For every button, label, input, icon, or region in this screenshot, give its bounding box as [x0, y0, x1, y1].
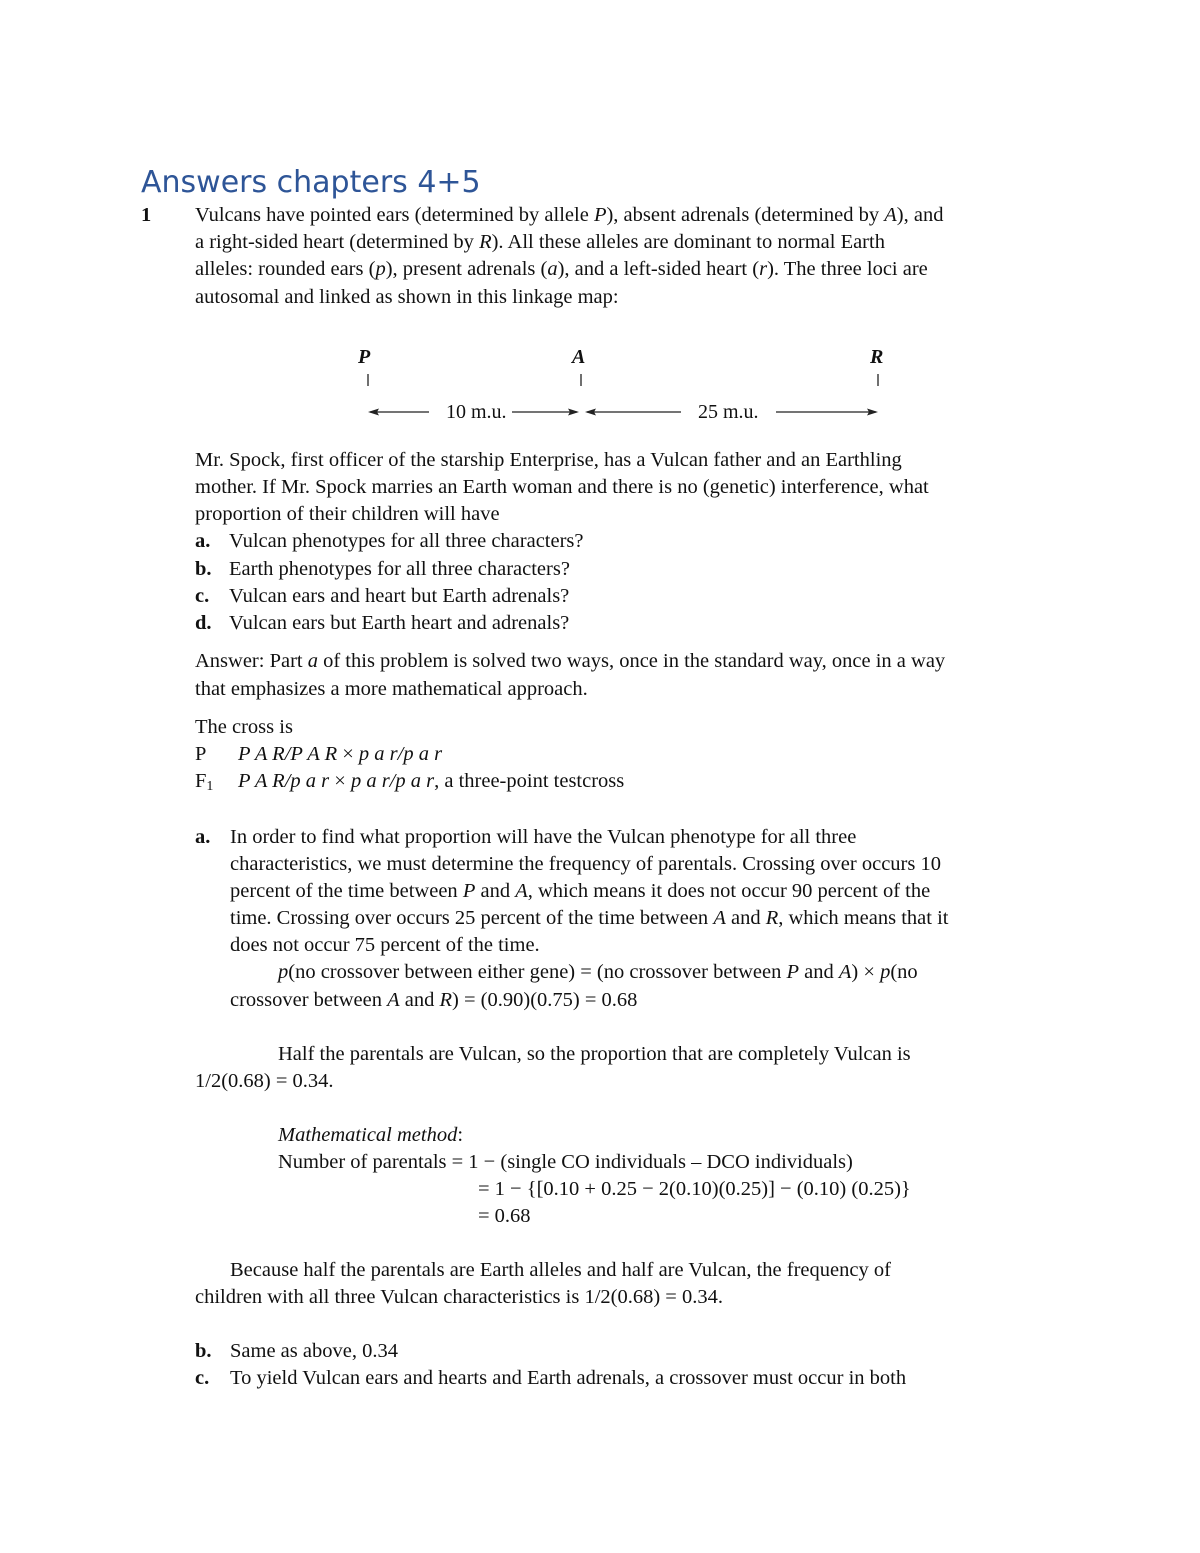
question-item — [195, 583, 569, 610]
italic-symbol: p — [880, 961, 891, 983]
math-method-heading: Mathematical method: — [278, 1124, 464, 1146]
question-label: a. — [195, 530, 211, 552]
answer-line: Answer: Part a of this problem is solved two ways, once in the standard way, once in a way — [195, 650, 946, 672]
part-a-line: does not occur 75 percent of the time. — [230, 934, 540, 956]
locus-label: P — [358, 346, 371, 368]
question-label: c. — [195, 585, 210, 607]
part-label: b. — [195, 1340, 212, 1362]
cross-f1-label: $F_1$ — [195, 770, 214, 794]
italic-symbol: R — [479, 231, 492, 253]
question-item — [195, 556, 570, 583]
part-a-line: In order to find what proportion will have the Vulcan phenotype for all three — [230, 826, 857, 848]
intro-line: alleles: rounded ears (p), present adrenals (a), and a left-sided heart (r). The three loci are — [195, 258, 928, 280]
part-a-line: characteristics, we must determine the frequency of parentals. Crossing over occurs 10 — [230, 853, 941, 875]
italic-symbol: r — [759, 258, 768, 280]
intro-line: autosomal and linked as shown in this linkage map: — [195, 286, 619, 308]
story-line: mother. If Mr. Spock marries an Earth woman and there is no (genetic) interference, what — [195, 476, 929, 498]
italic-symbol: A — [713, 907, 726, 929]
italic-symbol: p a r/p a r — [358, 743, 443, 765]
part-c-text: To yield Vulcan ears and hearts and Earth adrenals, a crossover must occur in both — [230, 1367, 907, 1389]
math-line: = 1 − {[0.10 + 0.25 − 2(0.10)(0.25)] − (0.10) (0.25)} — [478, 1178, 911, 1200]
italic-symbol: R — [439, 989, 453, 1011]
part-a-line: percent of the time between P and A, which means it does not occur 90 percent of the — [230, 880, 931, 902]
italic-symbol: P — [462, 880, 476, 902]
italic-symbol: p — [375, 258, 386, 280]
question-text: Earth phenotypes for all three characters? — [229, 558, 570, 580]
italic-symbol: p — [278, 961, 289, 983]
locus-label: R — [870, 346, 884, 368]
because-line: Because half the parentals are Earth alleles and half are Vulcan, the frequency of — [230, 1259, 891, 1281]
part-label: a. — [195, 826, 211, 848]
probability-line: p(no crossover between either gene) = (no crossover between P and A) × p(no — [278, 961, 918, 983]
page-title: Answers chapters 4+5 — [141, 165, 481, 200]
italic-symbol: A — [387, 989, 400, 1011]
italic-symbol: P A R/p a r — [238, 770, 330, 792]
intro-line: Vulcans have pointed ears (determined by allele P), absent adrenals (determined by A), and — [195, 204, 944, 226]
half-line: 1/2(0.68) = 0.34. — [195, 1070, 334, 1092]
cross-p-label: P — [195, 743, 207, 765]
italic-symbol: a — [547, 258, 558, 280]
story-line: Mr. Spock, first officer of the starship Enterprise, has a Vulcan father and an Earthling — [195, 449, 902, 471]
question-label: b. — [195, 558, 212, 580]
probability-line: crossover between A and R) = (0.90)(0.75) = 0.68 — [230, 989, 638, 1011]
cross-p: P A R/P A R × p a r/p a r — [238, 743, 443, 765]
answer-line: that emphasizes a more mathematical approach. — [195, 678, 588, 700]
italic-symbol: A — [838, 961, 852, 983]
half-line: Half the parentals are Vulcan, so the proportion that are completely Vulcan is — [278, 1043, 911, 1065]
question-item — [195, 610, 569, 637]
part-b-text: Same as above, 0.34 — [230, 1340, 398, 1362]
cross-intro: The cross is — [195, 716, 293, 738]
question-text: Vulcan ears and heart but Earth adrenals? — [229, 585, 570, 607]
story-line: proportion of their children will have — [195, 503, 500, 525]
intro-line: a right-sided heart (determined by R). All these alleles are dominant to normal Earth — [195, 231, 885, 253]
italic-symbol: A — [884, 204, 897, 226]
math-line: = 0.68 — [478, 1205, 531, 1227]
distance-label: 25 m.u. — [698, 401, 759, 423]
because-line: children with all three Vulcan characteristics is 1/2(0.68) = 0.34. — [195, 1286, 723, 1308]
cross-f1: P A R/p a r × p a r/p a r, a three-point testcross — [238, 770, 625, 792]
math-line: Number of parentals = 1 − (single CO individuals – DCO individuals) — [278, 1151, 853, 1173]
problem-number: 1 — [141, 204, 152, 226]
italic-symbol: a — [307, 650, 318, 672]
locus-label: A — [572, 346, 586, 368]
italic-symbol: P — [593, 204, 607, 226]
part-a-line: time. Crossing over occurs 25 percent of the time between A and R, which means that it — [230, 907, 949, 929]
italic-symbol: P — [786, 961, 800, 983]
linkage-map-diagram — [355, 370, 895, 425]
italic-symbol: p a r/p a r — [350, 770, 435, 792]
italic-symbol: R — [765, 907, 779, 929]
question-label: d. — [195, 612, 212, 634]
question-text: Vulcan phenotypes for all three characters? — [229, 530, 584, 552]
question-text: Vulcan ears but Earth heart and adrenals? — [229, 612, 570, 634]
italic-symbol: A — [515, 880, 528, 902]
distance-label: 10 m.u. — [446, 401, 507, 423]
italic-symbol: P A R/P A R — [238, 743, 338, 765]
question-item — [195, 528, 584, 555]
part-label: c. — [195, 1367, 210, 1389]
